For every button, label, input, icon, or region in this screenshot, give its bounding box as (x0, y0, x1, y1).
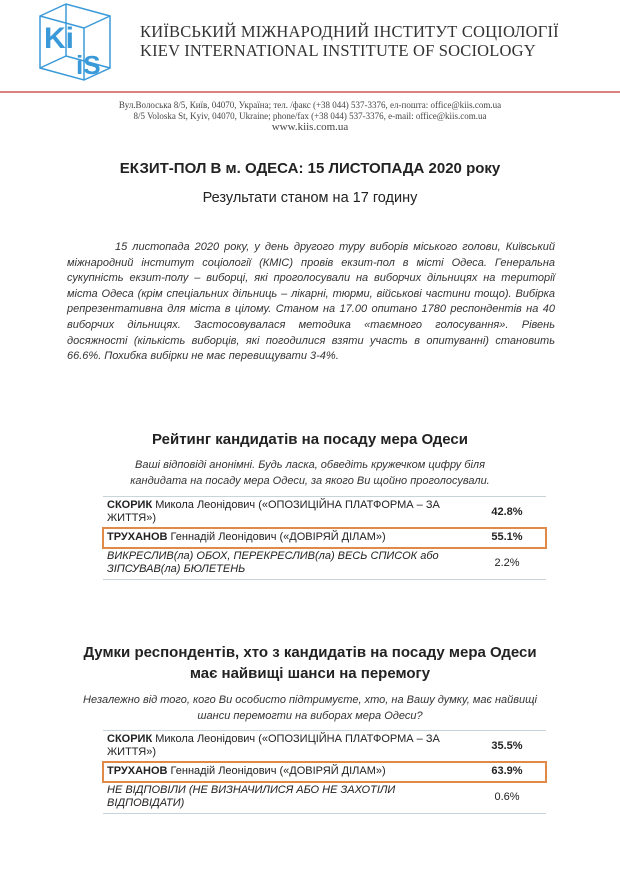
page-title: ЕКЗИТ-ПОЛ В м. ОДЕСА: 15 ЛИСТОПАДА 2020 року (119, 160, 501, 177)
percent-value: 42.8% (491, 505, 523, 518)
question-rating (60, 457, 560, 489)
percent-value: 2.2% (494, 556, 520, 569)
candidate-details: Геннадій Леонідович («ДОВІРЯЙ ДІЛАМ») (167, 531, 386, 543)
candidate-cell (103, 497, 468, 528)
kiis-logo (36, 2, 114, 82)
section-heading-text: Думки респондентів, хто з кандидатів на посаду мера Одеси має найвищі шанси на перемогу (83, 644, 537, 682)
option-cell: ВИКРЕСЛИВ(ла) ОБОХ, ПЕРЕКРЕСЛИВ(ла) ВЕСЬ СПИСОК або ЗІПСУВАВ(ла) БЮЛЕТЕНЬ (107, 550, 439, 576)
percent-cell (468, 762, 546, 782)
address-ua: Вул.Волоська 8/5, Київ, 04070, Україна; тел. /факс (+38 044) 537-3376, ел-пошта: office@kiis.com.ua (118, 100, 502, 110)
candidate-surname: СКОРИК (107, 733, 153, 746)
table-row (103, 731, 546, 762)
header-divider (0, 91, 620, 93)
percent-value: 63.9% (491, 765, 523, 777)
chances-table (103, 730, 546, 814)
percent-value: 35.5% (491, 739, 523, 752)
percent-cell (468, 528, 546, 548)
candidate-details: Геннадій Леонідович («ДОВІРЯЙ ДІЛАМ») (167, 765, 386, 777)
institute-name (140, 22, 559, 60)
section-heading-rating: Рейтинг кандидатів на посаду мера Одеси (152, 431, 468, 448)
candidate-cell (103, 528, 468, 548)
percent-cell (468, 731, 546, 762)
candidate-details: Микола Леонідович («ОПОЗИЦІЙНА ПЛАТФОРМА – ЗА ЖИТТЯ») (107, 733, 440, 759)
rating-table (103, 496, 546, 580)
intro-paragraph (67, 240, 555, 365)
percent-value: 0.6% (494, 790, 520, 803)
candidate-details: Микола Леонідович («ОПОЗИЦІЙНА ПЛАТФОРМА – ЗА ЖИТТЯ») (107, 499, 440, 525)
institute-name-en: KIEV INTERNATIONAL INSTITUTE OF SOCIOLOGY (140, 41, 536, 60)
table-row (103, 497, 546, 528)
table-row-highlighted (103, 528, 546, 548)
section-heading-chances (0, 642, 620, 684)
candidate-cell (103, 762, 468, 782)
website-link[interactable]: www.kiis.com.ua (271, 121, 349, 133)
table-row (103, 548, 546, 580)
page-subtitle: Результати станом на 17 годину (202, 190, 418, 206)
question-chances (60, 692, 560, 724)
candidate-surname: ТРУХАНОВ (107, 531, 168, 543)
candidate-surname: СКОРИК (107, 499, 153, 512)
percent-value: 55.1% (491, 531, 523, 543)
percent-cell (468, 497, 546, 528)
svg-text:Ki: Ki (44, 22, 74, 55)
address-en: 8/5 Voloska St, Kyiv, 04070, Ukraine; phone/fax (+38 044) 537-3376, e-mail: office@kiis.com.ua (133, 111, 487, 121)
institute-name-ua: КИЇВСЬКИЙ МІЖНАРОДНИЙ ІНСТИТУТ СОЦІОЛОГІЇ (140, 22, 559, 41)
svg-text:iS: iS (76, 50, 101, 80)
table-row-highlighted (103, 762, 546, 782)
question-text: Ваші відповіді анонімні. Будь ласка, обведіть кружечком цифру біля кандидата на посаду мера Одеси, за якого Ви щойно проголосували. (130, 459, 490, 487)
candidate-surname: ТРУХАНОВ (107, 765, 168, 777)
table-row (103, 782, 546, 814)
intro-text: 15 листопада 2020 року, у день другого туру виборів міського голови, Київський міжнародний інститут соціології (КМІС) провів екзит-пол в місті Одеса. Генеральна сукупність екзит-полу – виборці, які проголосували на виборчих дільницях на території міста Одеса (крім спеціальних дільниць – лікарні, тюрми, військові частини тощо). Вибірка репрезентативна для міста в цілому. Станом на 17.00 опитано 1780 респондентів на 40 виборчих дільницях. Застосовувалася методика «таємного голосування». Рівень досяжності (кількість виборців, які погодилися взяти участь в опитуванні) становить 66.6%. Похибка вибірки не має перевищувати 3-4%. (67, 241, 555, 363)
option-cell: НЕ ВІДПОВІЛИ (НЕ ВИЗНАЧИЛИСЯ АБО НЕ ЗАХОТІЛИ ВІДПОВІДАТИ) (107, 784, 396, 810)
candidate-cell (103, 731, 468, 762)
question-text: Незалежно від того, кого Ви особисто підтримуєте, хто, на Вашу думку, має найвищі шанси перемогти на виборах мера Одеси? (83, 694, 537, 722)
